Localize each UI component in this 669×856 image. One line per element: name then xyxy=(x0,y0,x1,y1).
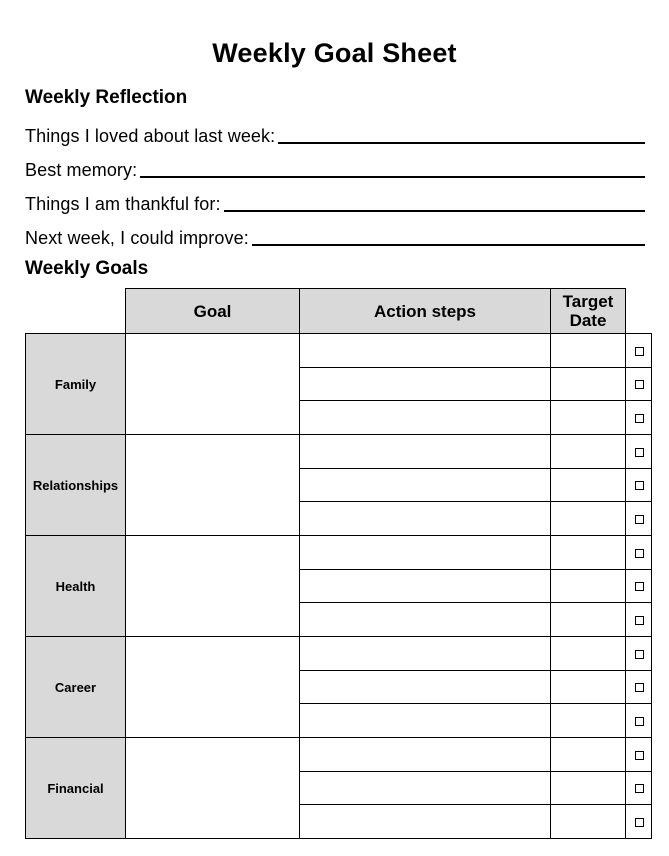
empty-checkbox-icon[interactable] xyxy=(635,784,644,793)
reflection-prompt-label: Things I am thankful for: xyxy=(25,194,221,214)
target-date-cell[interactable] xyxy=(550,535,626,570)
goal-cell[interactable] xyxy=(125,333,300,435)
reflection-prompt-label: Next week, I could improve: xyxy=(25,228,249,248)
empty-checkbox-icon[interactable] xyxy=(635,818,644,827)
column-header-goal: Goal xyxy=(125,288,300,334)
action-step-cell[interactable] xyxy=(299,333,551,368)
category-label: Health xyxy=(25,535,126,637)
page-title: Weekly Goal Sheet xyxy=(212,38,457,68)
empty-checkbox-icon[interactable] xyxy=(635,582,644,591)
empty-checkbox-icon[interactable] xyxy=(635,717,644,726)
target-date-cell[interactable] xyxy=(550,468,626,502)
category-label: Family xyxy=(25,333,126,435)
column-header-action-steps: Action steps xyxy=(299,288,551,334)
empty-checkbox-icon[interactable] xyxy=(635,380,644,389)
empty-checkbox-icon[interactable] xyxy=(635,650,644,659)
goal-cell[interactable] xyxy=(125,434,300,536)
action-step-cell[interactable] xyxy=(299,434,551,469)
category-label: Financial xyxy=(25,737,126,839)
target-date-cell[interactable] xyxy=(550,636,626,671)
target-date-cell[interactable] xyxy=(550,400,626,435)
empty-checkbox-icon[interactable] xyxy=(635,515,644,524)
weekly-goals-heading: Weekly Goals xyxy=(25,258,149,279)
empty-checkbox-icon[interactable] xyxy=(635,683,644,692)
target-date-cell[interactable] xyxy=(550,569,626,603)
target-date-cell[interactable] xyxy=(550,367,626,401)
target-date-cell[interactable] xyxy=(550,703,626,738)
action-step-cell[interactable] xyxy=(299,400,551,435)
empty-checkbox-icon[interactable] xyxy=(635,751,644,760)
action-step-cell[interactable] xyxy=(299,670,551,704)
reflection-prompt-label: Best memory: xyxy=(25,160,138,180)
target-date-cell[interactable] xyxy=(550,670,626,704)
action-step-cell[interactable] xyxy=(299,737,551,772)
action-step-cell[interactable] xyxy=(299,367,551,401)
empty-checkbox-icon[interactable] xyxy=(635,616,644,625)
target-date-cell[interactable] xyxy=(550,804,626,839)
target-date-cell[interactable] xyxy=(550,434,626,469)
goal-cell[interactable] xyxy=(125,535,300,637)
target-date-cell[interactable] xyxy=(550,771,626,805)
target-date-cell[interactable] xyxy=(550,602,626,637)
empty-checkbox-icon[interactable] xyxy=(635,481,644,490)
action-step-cell[interactable] xyxy=(299,501,551,536)
empty-checkbox-icon[interactable] xyxy=(635,347,644,356)
action-step-cell[interactable] xyxy=(299,771,551,805)
reflection-prompt-label: Things I loved about last week: xyxy=(25,126,276,146)
weekly-reflection-heading: Weekly Reflection xyxy=(25,87,188,108)
target-date-cell[interactable] xyxy=(550,333,626,368)
empty-checkbox-icon[interactable] xyxy=(635,549,644,558)
column-header-target-date: Target Date xyxy=(550,288,626,334)
target-date-cell[interactable] xyxy=(550,501,626,536)
category-label: Relationships xyxy=(25,434,126,536)
action-step-cell[interactable] xyxy=(299,468,551,502)
empty-checkbox-icon[interactable] xyxy=(635,414,644,423)
action-step-cell[interactable] xyxy=(299,636,551,671)
action-step-cell[interactable] xyxy=(299,804,551,839)
goal-cell[interactable] xyxy=(125,737,300,839)
action-step-cell[interactable] xyxy=(299,569,551,603)
action-step-cell[interactable] xyxy=(299,602,551,637)
category-label: Career xyxy=(25,636,126,738)
action-step-cell[interactable] xyxy=(299,703,551,738)
empty-checkbox-icon[interactable] xyxy=(635,448,644,457)
target-date-cell[interactable] xyxy=(550,737,626,772)
action-step-cell[interactable] xyxy=(299,535,551,570)
goal-cell[interactable] xyxy=(125,636,300,738)
